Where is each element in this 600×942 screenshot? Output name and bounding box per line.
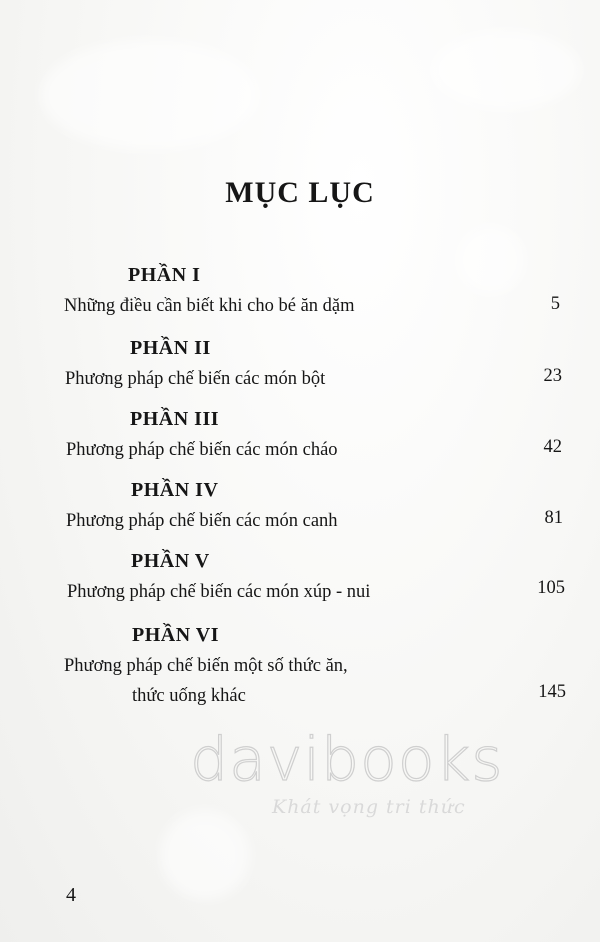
toc-entry-title-continued: thức uống khác xyxy=(132,686,246,706)
page-title: MỤC LỤC xyxy=(225,176,375,209)
section-heading: PHẦN I xyxy=(128,264,201,286)
toc-entry-page: 145 xyxy=(538,682,566,702)
section-heading: PHẦN IV xyxy=(131,479,219,501)
section-heading: PHẦN VI xyxy=(132,624,220,646)
toc-entry-title: Phương pháp chế biến các món cháo xyxy=(66,440,338,460)
toc-entry-title: Phương pháp chế biến các món xúp - nui xyxy=(67,582,371,602)
toc-entry-title: Phương pháp chế biến một số thức ăn, xyxy=(64,656,348,676)
watermark-tagline: Khát vọng tri thức xyxy=(272,796,466,818)
section-heading: PHẦN V xyxy=(131,550,210,572)
toc-entry-page: 5 xyxy=(550,294,560,314)
scan-smudge xyxy=(160,810,250,900)
watermark xyxy=(190,725,504,818)
toc-entry-title: Phương pháp chế biến các món bột xyxy=(65,369,326,389)
section-heading: PHẦN III xyxy=(130,408,220,430)
watermark-logo: davibooks xyxy=(190,725,504,795)
page-number: 4 xyxy=(66,884,76,906)
toc-entry-page: 81 xyxy=(544,508,563,528)
toc-entry-page: 105 xyxy=(537,578,565,598)
toc-entry-page: 23 xyxy=(543,366,562,386)
scan-smudge xyxy=(455,225,525,295)
toc-entry-page: 42 xyxy=(543,437,562,457)
scan-smudge xyxy=(430,30,580,110)
toc-entry-title: Phương pháp chế biến các món canh xyxy=(66,511,338,531)
toc-entry-title: Những điều cần biết khi cho bé ăn dặm xyxy=(64,296,355,316)
scan-smudge xyxy=(40,40,260,150)
section-heading: PHẦN II xyxy=(130,337,211,359)
